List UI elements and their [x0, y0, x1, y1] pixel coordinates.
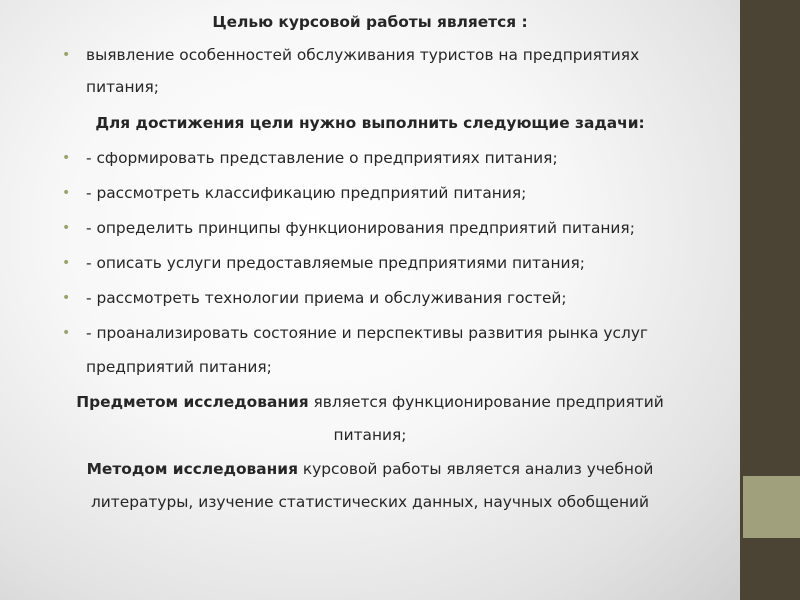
tasks-heading: Для достижения цели нужно выполнить следующие задачи: — [95, 114, 645, 132]
task-item-text: - описать услуги предоставляемые предприятиями питания; — [86, 254, 585, 272]
method-statement — [0, 459, 740, 479]
method-continuation: литературы, изучение статистических данных, научных обобщений — [90, 493, 650, 511]
task-item-text: - рассмотреть технологии приема и обслуживания гостей; — [86, 289, 567, 307]
task-item-text: - проанализировать состояние и перспективы развития рынка услуг — [86, 324, 649, 342]
bullet-icon: • — [62, 255, 71, 271]
task-item-text: - сформировать представление о предприятиях питания; — [86, 149, 558, 167]
bullet-icon: • — [62, 220, 71, 236]
bullet-icon: • — [62, 325, 71, 341]
subject-statement — [0, 392, 740, 412]
sidebar-accent-block — [743, 476, 800, 538]
subject-text: является функционирование предприятий — [308, 393, 664, 411]
goal-item-continuation: питания; — [86, 78, 159, 96]
method-label: Методом исследования — [86, 460, 298, 478]
bullet-icon: • — [62, 290, 71, 306]
subject-label: Предметом исследования — [76, 393, 309, 411]
bullet-icon: • — [62, 47, 71, 63]
task-item-continuation: предприятий питания; — [86, 358, 272, 376]
task-item-text: - рассмотреть классификацию предприятий питания; — [86, 184, 527, 202]
goal-heading: Целью курсовой работы является : — [212, 13, 528, 31]
goal-item-text: выявление особенностей обслуживания туристов на предприятиях — [86, 46, 640, 64]
method-text: курсовой работы является анализ учебной — [297, 460, 654, 478]
subject-continuation: питания; — [333, 426, 407, 444]
task-item-text: - определить принципы функционирования предприятий питания; — [86, 219, 635, 237]
bullet-icon: • — [62, 150, 71, 166]
bullet-icon: • — [62, 185, 71, 201]
